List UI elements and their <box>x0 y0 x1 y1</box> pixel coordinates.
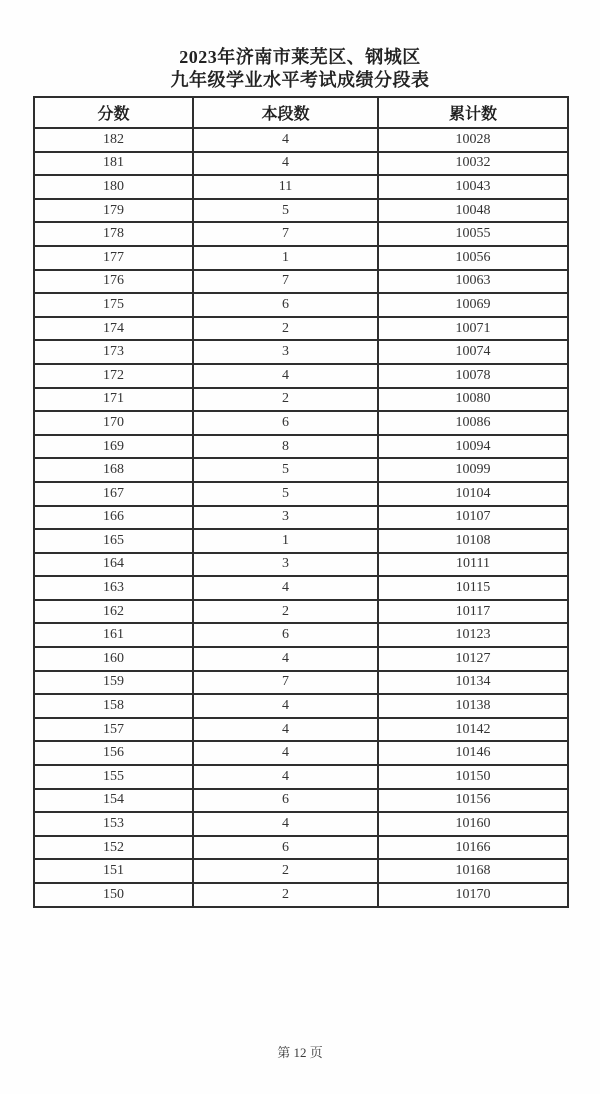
segment-count-cell: 2 <box>193 859 378 883</box>
score-cell: 166 <box>34 506 193 530</box>
cumulative-count-cell: 10071 <box>378 317 568 341</box>
cumulative-count-cell: 10099 <box>378 458 568 482</box>
score-cell: 150 <box>34 883 193 907</box>
table-row <box>34 529 568 553</box>
score-cell: 174 <box>34 317 193 341</box>
table-row <box>34 458 568 482</box>
table-row <box>34 671 568 695</box>
segment-count-cell: 4 <box>193 364 378 388</box>
segment-count-cell: 3 <box>193 553 378 577</box>
cumulative-count-cell: 10080 <box>378 388 568 412</box>
header-row <box>34 97 568 128</box>
table-row <box>34 482 568 506</box>
segment-count-cell: 2 <box>193 600 378 624</box>
table-row <box>34 718 568 742</box>
table-row <box>34 270 568 294</box>
cumulative-count-cell: 10166 <box>378 836 568 860</box>
segment-count-cell: 2 <box>193 388 378 412</box>
table-row <box>34 765 568 789</box>
table-row <box>34 411 568 435</box>
table-row <box>34 883 568 907</box>
segment-count-cell: 4 <box>193 576 378 600</box>
cumulative-count-cell: 10063 <box>378 270 568 294</box>
score-cell: 152 <box>34 836 193 860</box>
table-row <box>34 293 568 317</box>
segment-count-cell: 6 <box>193 623 378 647</box>
segment-count-cell: 4 <box>193 765 378 789</box>
segment-count-cell: 4 <box>193 152 378 176</box>
table-row <box>34 317 568 341</box>
cumulative-count-cell: 10107 <box>378 506 568 530</box>
score-cell: 162 <box>34 600 193 624</box>
score-cell: 179 <box>34 199 193 223</box>
cumulative-count-cell: 10048 <box>378 199 568 223</box>
table-row <box>34 152 568 176</box>
cumulative-count-cell: 10117 <box>378 600 568 624</box>
segment-count-cell: 3 <box>193 340 378 364</box>
cumulative-count-cell: 10168 <box>378 859 568 883</box>
segment-count-cell: 2 <box>193 317 378 341</box>
score-cell: 151 <box>34 859 193 883</box>
score-cell: 171 <box>34 388 193 412</box>
score-cell: 157 <box>34 718 193 742</box>
score-distribution-table <box>33 96 569 908</box>
segment-count-cell: 4 <box>193 812 378 836</box>
table-row <box>34 364 568 388</box>
score-cell: 173 <box>34 340 193 364</box>
title-line-1: 2023年济南市莱芜区、钢城区 <box>179 47 421 67</box>
segment-count-cell: 8 <box>193 435 378 459</box>
score-cell: 175 <box>34 293 193 317</box>
cumulative-count-cell: 10078 <box>378 364 568 388</box>
score-cell: 181 <box>34 152 193 176</box>
score-cell: 161 <box>34 623 193 647</box>
table-row <box>34 388 568 412</box>
score-cell: 176 <box>34 270 193 294</box>
segment-count-cell: 4 <box>193 718 378 742</box>
cumulative-count-cell: 10043 <box>378 175 568 199</box>
cumulative-count-cell: 10111 <box>378 553 568 577</box>
cumulative-count-cell: 10074 <box>378 340 568 364</box>
score-cell: 164 <box>34 553 193 577</box>
table-row <box>34 623 568 647</box>
table-row <box>34 506 568 530</box>
segment-count-cell: 2 <box>193 883 378 907</box>
score-cell: 170 <box>34 411 193 435</box>
table-row <box>34 340 568 364</box>
score-cell: 182 <box>34 128 193 152</box>
cumulative-count-cell: 10115 <box>378 576 568 600</box>
title-line-2: 九年级学业水平考试成绩分段表 <box>170 70 430 90</box>
cumulative-count-cell: 10094 <box>378 435 568 459</box>
cumulative-count-cell: 10138 <box>378 694 568 718</box>
segment-count-cell: 6 <box>193 293 378 317</box>
score-cell: 169 <box>34 435 193 459</box>
score-cell: 168 <box>34 458 193 482</box>
score-cell: 158 <box>34 694 193 718</box>
segment-count-cell: 4 <box>193 694 378 718</box>
segment-count-cell: 5 <box>193 199 378 223</box>
score-cell: 165 <box>34 529 193 553</box>
segment-count-cell: 4 <box>193 647 378 671</box>
table-row <box>34 435 568 459</box>
segment-count-cell: 1 <box>193 246 378 270</box>
table-row <box>34 741 568 765</box>
cumulative-count-cell: 10134 <box>378 671 568 695</box>
table-row <box>34 647 568 671</box>
table-row <box>34 175 568 199</box>
score-cell: 154 <box>34 789 193 813</box>
score-cell: 178 <box>34 222 193 246</box>
cumulative-count-cell: 10055 <box>378 222 568 246</box>
table-row <box>34 789 568 813</box>
segment-count-cell: 5 <box>193 458 378 482</box>
document-title <box>0 0 600 92</box>
segment-count-cell: 6 <box>193 836 378 860</box>
table-row <box>34 836 568 860</box>
table-row <box>34 222 568 246</box>
table-body <box>34 128 568 907</box>
segment-count-cell: 4 <box>193 741 378 765</box>
cumulative-count-cell: 10028 <box>378 128 568 152</box>
cumulative-count-cell: 10056 <box>378 246 568 270</box>
segment-count-cell: 7 <box>193 222 378 246</box>
cumulative-count-cell: 10123 <box>378 623 568 647</box>
segment-count-cell: 4 <box>193 128 378 152</box>
table-row <box>34 694 568 718</box>
score-cell: 172 <box>34 364 193 388</box>
table-row <box>34 600 568 624</box>
segment-count-cell: 7 <box>193 671 378 695</box>
segment-count-cell: 11 <box>193 175 378 199</box>
cumulative-count-cell: 10104 <box>378 482 568 506</box>
score-cell: 167 <box>34 482 193 506</box>
page-number: 第 12 页 <box>277 1045 323 1060</box>
cumulative-count-cell: 10150 <box>378 765 568 789</box>
table-row <box>34 859 568 883</box>
score-cell: 163 <box>34 576 193 600</box>
header-cumulative-count: 累计数 <box>378 97 568 128</box>
score-cell: 156 <box>34 741 193 765</box>
cumulative-count-cell: 10142 <box>378 718 568 742</box>
segment-count-cell: 5 <box>193 482 378 506</box>
cumulative-count-cell: 10156 <box>378 789 568 813</box>
table-row <box>34 128 568 152</box>
table-row <box>34 199 568 223</box>
table-row <box>34 576 568 600</box>
cumulative-count-cell: 10086 <box>378 411 568 435</box>
score-cell: 180 <box>34 175 193 199</box>
cumulative-count-cell: 10108 <box>378 529 568 553</box>
score-cell: 155 <box>34 765 193 789</box>
table-row <box>34 553 568 577</box>
score-cell: 160 <box>34 647 193 671</box>
header-score: 分数 <box>34 97 193 128</box>
score-cell: 153 <box>34 812 193 836</box>
segment-count-cell: 6 <box>193 789 378 813</box>
table-row <box>34 812 568 836</box>
score-cell: 177 <box>34 246 193 270</box>
cumulative-count-cell: 10127 <box>378 647 568 671</box>
cumulative-count-cell: 10146 <box>378 741 568 765</box>
header-segment-count: 本段数 <box>193 97 378 128</box>
cumulative-count-cell: 10069 <box>378 293 568 317</box>
cumulative-count-cell: 10032 <box>378 152 568 176</box>
table-row <box>34 246 568 270</box>
cumulative-count-cell: 10170 <box>378 883 568 907</box>
segment-count-cell: 6 <box>193 411 378 435</box>
segment-count-cell: 1 <box>193 529 378 553</box>
score-cell: 159 <box>34 671 193 695</box>
segment-count-cell: 7 <box>193 270 378 294</box>
segment-count-cell: 3 <box>193 506 378 530</box>
cumulative-count-cell: 10160 <box>378 812 568 836</box>
